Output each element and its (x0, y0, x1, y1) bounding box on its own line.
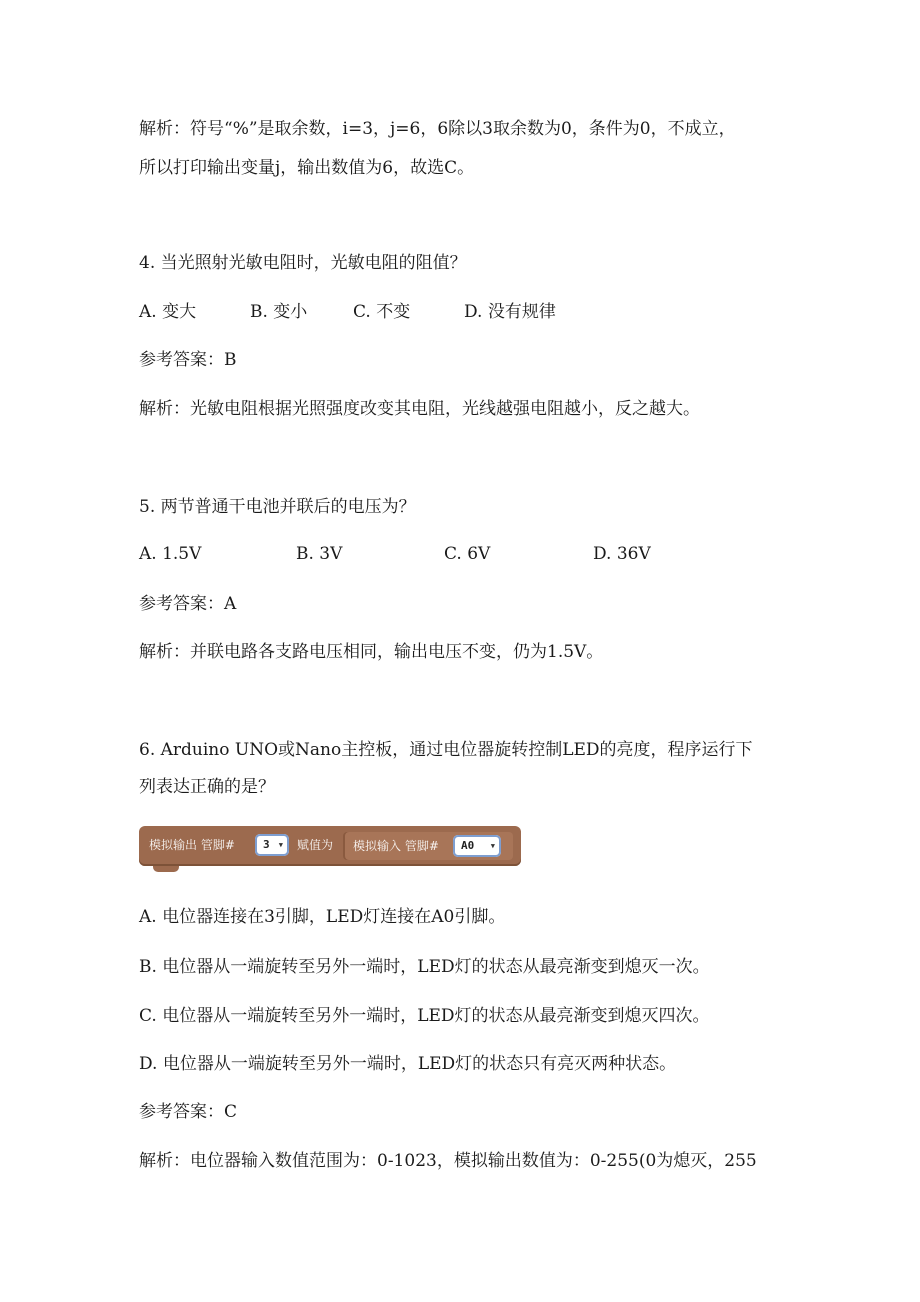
analog-read-label: 模拟输入 管脚# (353, 839, 439, 853)
q5-answer: 参考答案：A (139, 594, 237, 614)
pin-dropdown (255, 834, 289, 856)
q4-option-c: C. 不变 (353, 302, 411, 322)
q5-analysis: 解析：并联电路各支路电压相同，输出电压不变，仍为1.5V。 (139, 642, 604, 662)
q6-question-line-1: 6. Arduino UNO或Nano主控板，通过电位器旋转控制LED的亮度，程序运行下 (139, 740, 753, 760)
analog-read-block (343, 832, 513, 860)
q3-analysis-line-2: 所以打印输出变量j，输出数值为6，故选C。 (139, 158, 475, 178)
q4-option-b: B. 变小 (250, 302, 308, 322)
q4-option-d: D. 没有规律 (464, 302, 556, 322)
q5-question: 5. 两节普通干电池并联后的电压为？ (139, 497, 416, 517)
q6-option-d: D. 电位器从一端旋转至另外一端时，LED灯的状态只有亮灭两种状态。 (139, 1054, 677, 1074)
q5-option-d: D. 36V (593, 544, 651, 564)
q6-question-line-2: 列表达正确的是？ (139, 777, 275, 797)
q4-option-a: A. 变大 (139, 302, 197, 322)
dropdown-arrow-icon: ▼ (490, 842, 495, 850)
q3-analysis-line-1: 解析：符号“%”是取余数，i=3，j=6，6除以3取余数为0，条件为0，不成立， (139, 119, 736, 139)
q4-analysis: 解析：光敏电阻根据光照强度改变其电阻，光线越强电阻越小，反之越大。 (139, 399, 700, 419)
code-block-image (139, 826, 521, 872)
q4-question: 4. 当光照射光敏电阻时，光敏电阻的阻值？ (139, 253, 467, 273)
q6-analysis: 解析：电位器输入数值范围为：0-1023，模拟输出数值为：0-255(0为熄灭，255 (139, 1151, 757, 1171)
q6-option-c: C. 电位器从一端旋转至另外一端时，LED灯的状态从最亮渐变到熄灭四次。 (139, 1006, 710, 1026)
analog-write-block (139, 826, 521, 866)
analog-pin-dropdown (453, 835, 501, 857)
pin-value: 3 (263, 838, 270, 851)
analog-pin-value: A0 (461, 839, 475, 852)
dropdown-arrow-icon: ▼ (278, 841, 283, 849)
q6-option-b: B. 电位器从一端旋转至另外一端时，LED灯的状态从最亮渐变到熄灭一次。 (139, 957, 710, 977)
assign-label: 赋值为 (297, 838, 334, 852)
q6-option-a: A. 电位器连接在3引脚，LED灯连接在A0引脚。 (139, 907, 506, 927)
q5-option-a: A. 1.5V (139, 544, 202, 564)
analog-write-label: 模拟输出 管脚# (149, 838, 235, 852)
q5-option-b: B. 3V (296, 544, 343, 564)
q6-answer: 参考答案：C (139, 1102, 238, 1122)
q5-option-c: C. 6V (444, 544, 491, 564)
q4-answer: 参考答案：B (139, 350, 237, 370)
